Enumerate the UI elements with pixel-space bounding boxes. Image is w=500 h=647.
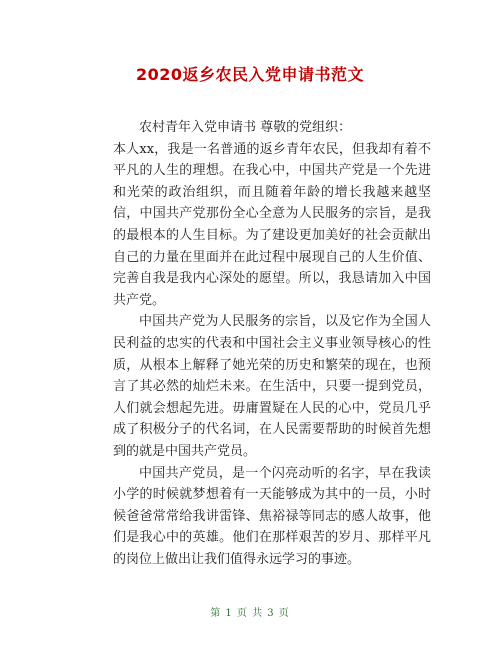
paragraph-2: 中国共产党为人民服务的宗旨，以及它作为全国人民利益的忠实的代表和中国社会主义事业领导核心的性质，从根本上解释了她光荣的历史和繁荣的现在，也预言了其必然的灿烂未来。在生活中，只要一提到党员，人们就会想起先进。毋庸置疑在人民的心中，党员几乎成了积极分子的代名词，在人民需要帮助的时候首先想到的就是中国共产党员。	[113, 314, 431, 459]
greeting-line: 农村青年入党申请书 尊敬的党组织：	[139, 120, 352, 135]
page-number-footer: 第 1 页 共 3 页	[210, 608, 290, 619]
document-body	[113, 117, 431, 570]
paragraph-3: 中国共产党员，是一个闪亮动听的名字，早在我读小学的时候就梦想着有一天能够成为其中的一员，小时候爸爸常常给我讲雷锋、焦裕禄等同志的感人故事，他们是我心中的英雄。他们在那样艰苦的岁月、那样平凡的岗位上做出让我们值得永远学习的事迹。	[113, 465, 431, 567]
paragraph-1: 本人xx，我是一名普通的返乡青年农民，但我却有着不平凡的人生的理想。在我心中，中国共产党是一个先进和光荣的政治组织，而且随着年龄的增长我越来越坚信，中国共产党那份全心全意为人民服务的宗旨，是我的最根本的人生目标。为了建设更加美好的社会贡献出自己的力量在里面并在此过程中展现自己的人生价值、完善自我是我内心深处的愿望。所以，我恳请加入中国共产党。	[113, 141, 431, 308]
document-title: 2020返乡农民入党申请书范文	[135, 65, 365, 84]
